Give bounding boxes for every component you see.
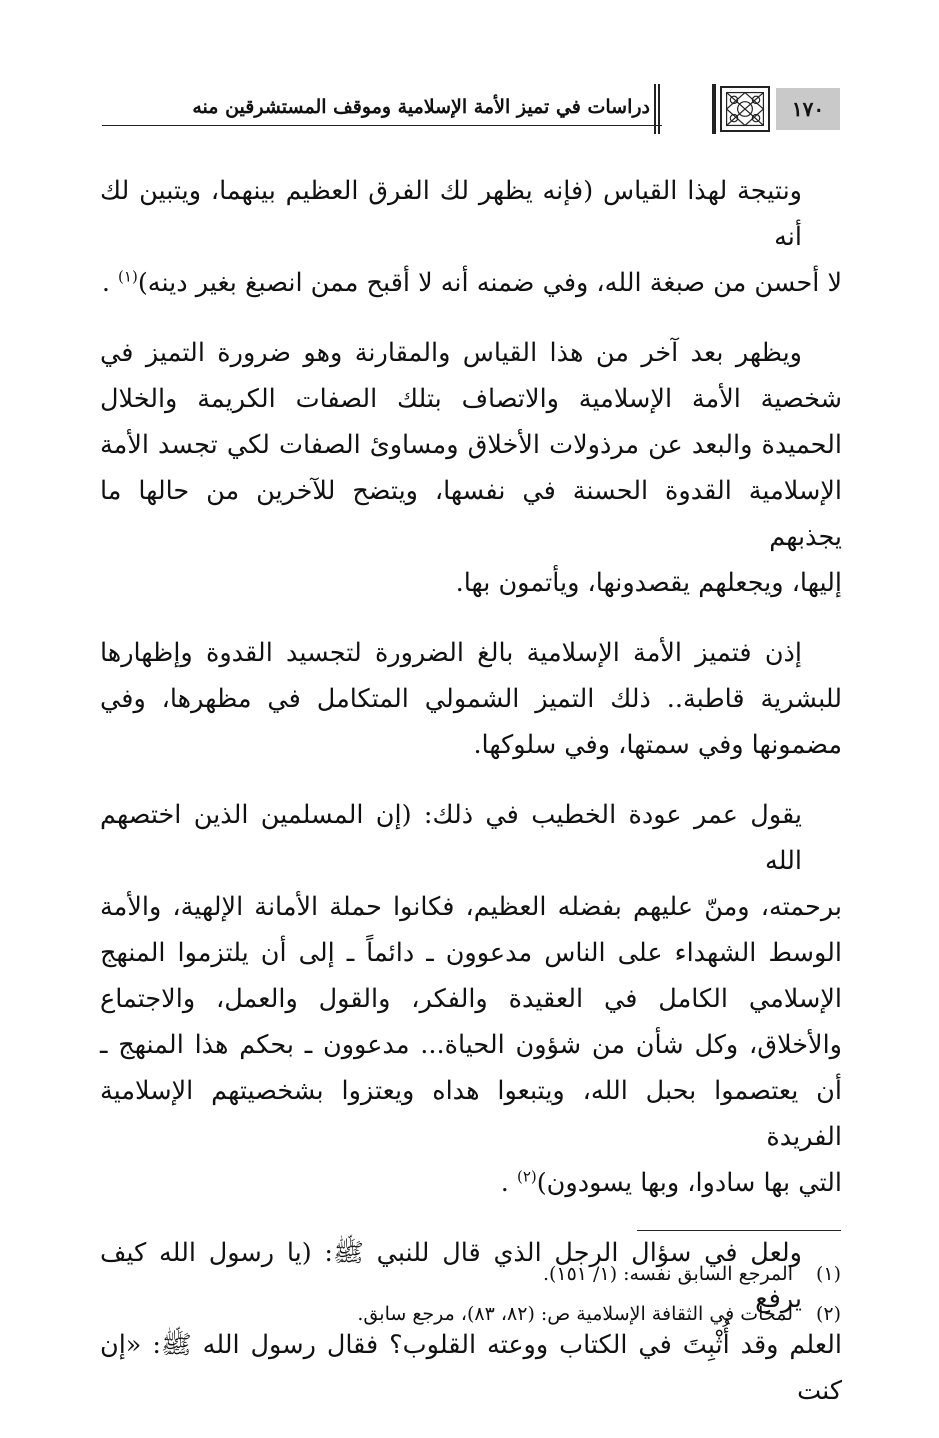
text-line: مضمونها وفي سمتها، وفي سلوكها. — [473, 730, 842, 760]
footnote-text: لمحات في الثقافة الإسلامية ص: (٨٢، ٨٣)، مرجع سابق. — [357, 1303, 793, 1325]
page-header — [102, 84, 840, 138]
sentence-end: . — [101, 268, 110, 298]
text-line: شخصية الأمة الإسلامية والاتصاف بتلك الصفات الكريمة والخلال — [100, 384, 842, 414]
running-title: دراسات في تميز الأمة الإسلامية وموقف المستشرقين منه — [192, 96, 650, 118]
text-line: الوسط الشهداء على الناس مدعوون ـ دائماً ـ إلى أن يلتزموا المنهج — [100, 938, 842, 968]
footnote-ref[interactable]: (٢) — [516, 1167, 537, 1186]
text-line: الإسلامية القدوة الحسنة في نفسها، ويتضح للآخرين من حالها ما يجذبهم — [100, 476, 842, 552]
text-line: ولعل في سؤال الرجل الذي قال للنبي ﷺ: (يا رسول الله كيف يرفع — [100, 1238, 802, 1314]
footnote-separator — [637, 1230, 841, 1231]
footnote-ref[interactable]: (١) — [118, 267, 138, 286]
footnote-number: (٢) — [815, 1303, 841, 1325]
header-divider — [712, 84, 716, 134]
text-line-content: التي بها سادوا، وبها يسودون) — [536, 1168, 842, 1198]
page-number-label: ١٧٠ — [791, 97, 825, 121]
text-line-content: لا أحسن من صبغة الله، وفي ضمنه أنه لا أقبح ممن انصبغ بغير دينه) — [137, 268, 842, 298]
text-line — [100, 260, 842, 306]
sentence-end: . — [500, 1168, 509, 1198]
text-line: والأخلاق، وكل شأن من شؤون الحياة... مدعوون ـ بحكم هذا المنهج ـ — [100, 1030, 842, 1060]
text-line: إذن فتميز الأمة الإسلامية بالغ الضرورة لتجسيد القدوة وإظهارها — [100, 638, 802, 668]
footnote-text: المرجع السابق نفسه: (١/ ١٥١). — [542, 1263, 793, 1285]
paragraph — [100, 168, 842, 306]
text-line — [100, 1160, 842, 1206]
footnotes — [99, 1254, 841, 1334]
text-line: الإسلامي الكامل في العقيدة والفكر، والقول والعمل، والاجتماع — [100, 984, 842, 1014]
footnote-number: (١) — [815, 1263, 841, 1285]
footnote-item — [99, 1254, 841, 1294]
text-line: أن يعتصموا بحبل الله، ويتبعوا هداه ويعتزوا بشخصيتهم الإسلامية الفريدة — [100, 1076, 842, 1152]
main-text — [100, 168, 842, 1438]
text-line: للبشرية قاطبة.. ذلك التميز الشمولي المتكامل في مظهرها، وفي — [100, 684, 842, 714]
text-line: يقول عمر عودة الخطيب في ذلك: (إن المسلمين الذين اختصهم الله — [100, 800, 802, 876]
footnote-item — [99, 1294, 841, 1334]
header-divider — [654, 84, 660, 134]
text-line: برحمته، ومنّ عليهم بفضله العظيم، فكانوا حملة الأمانة الإلهية، والأمة — [100, 892, 842, 922]
paragraph — [100, 630, 842, 768]
text-line: ويظهر بعد آخر من هذا القياس والمقارنة وهو ضرورة التميز في — [100, 338, 802, 368]
text-line: الحميدة والبعد عن مرذولات الأخلاق ومساوئ الصفات لكي تجسد الأمة — [100, 430, 842, 460]
page-number — [776, 88, 840, 130]
text-line: العلم وقد أُثْبِتَ في الكتاب ووعته القلوب؟ فقال رسول الله ﷺ: «إن كنت — [100, 1330, 842, 1406]
paragraph — [100, 330, 842, 606]
paragraph — [100, 792, 842, 1206]
ornament-icon — [720, 86, 770, 132]
text-line: إليها، ويجعلهم يقصدونها، ويأتمون بها. — [455, 568, 842, 598]
header-rule — [102, 125, 662, 126]
text-line: ونتيجة لهذا القياس (فإنه يظهر لك الفرق العظيم بينهما، ويتبين لك أنه — [100, 176, 802, 252]
